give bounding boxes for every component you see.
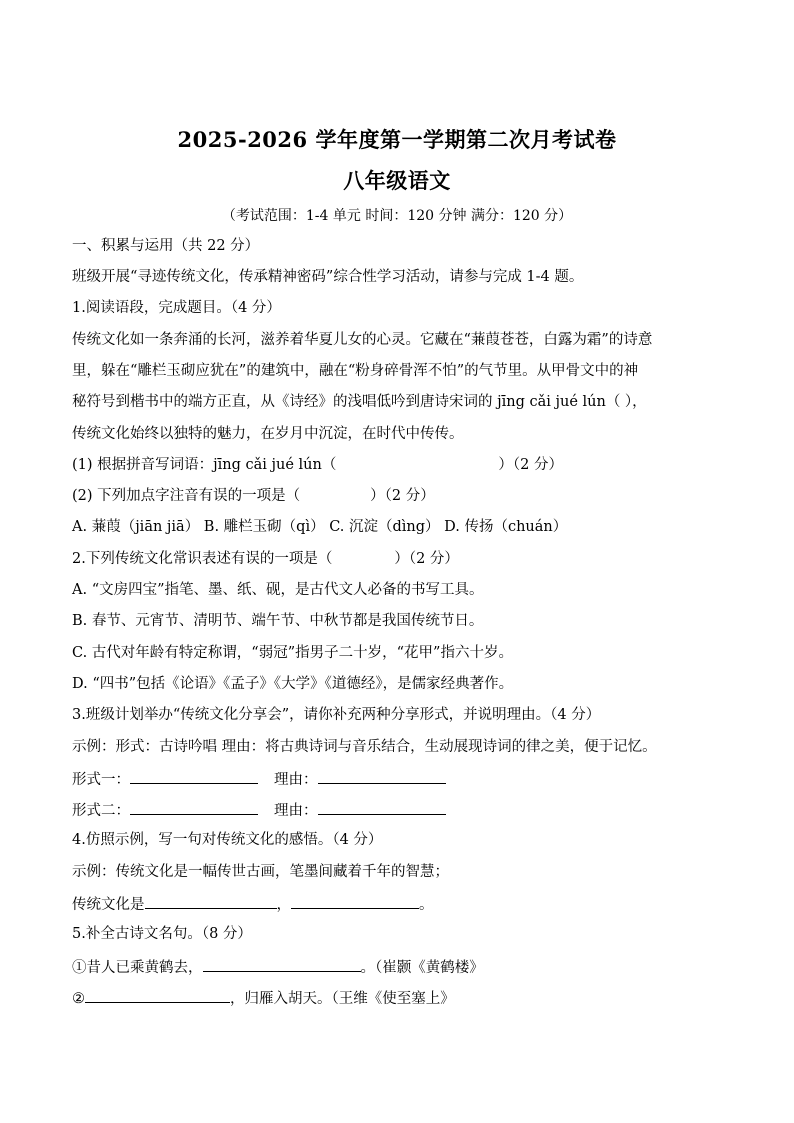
answer-line[interactable]: [318, 768, 446, 784]
question-2-option-a: A. “文房四宝”指笔、墨、纸、砚，是古代文人必备的书写工具。: [72, 582, 484, 598]
answer-line[interactable]: [291, 893, 419, 909]
question-3-example: 示例：形式：古诗吟唱 理由：将古典诗词与音乐结合，生动展现诗词的律之美，便于记忆。: [72, 739, 657, 755]
question-5-line-2: [72, 987, 732, 1009]
answer-line[interactable]: [130, 799, 258, 815]
exam-meta: （考试范围：1-4 单元 时间：120 分钟 满分：120 分）: [221, 208, 573, 224]
q2-prompt: 2.下列传统文化常识表述有误的一项是（: [72, 551, 333, 567]
answer-line[interactable]: [203, 956, 361, 972]
question-3-form-1: [72, 768, 732, 790]
question-2-heading: [72, 549, 732, 569]
verse-suffix: ，归雁入胡天。（王维《使至塞上》: [230, 991, 455, 1007]
passage-line-2: 里，躲在“雕栏玉砌应犹在”的建筑中，融在“粉身碎骨浑不怕”的气节里。从甲骨文中的神: [72, 363, 639, 379]
sub2-prompt: (2) 下列加点字注音有误的一项是（: [72, 488, 301, 504]
question-2-option-b: B. 春节、元宵节、清明节、端午节、中秋节都是我国传统节日。: [72, 613, 484, 629]
passage-line-3: 秘符号到楷书中的端方正直，从《诗经》的浅唱低吟到唐诗宋词的 jīng cǎi jué lún（ ），: [72, 394, 647, 410]
question-4-answer: [72, 893, 732, 915]
passage-line-1: 传统文化如一条奔涌的长河，滋养着华夏儿女的心灵。它藏在“蒹葭苍苍，白露为霜”的诗意: [72, 332, 653, 348]
question-1-heading: 1.阅读语段，完成题目。（4 分）: [72, 300, 281, 316]
question-4-example: 示例：传统文化是一幅传世古画，笔墨间藏着千年的智慧；: [72, 864, 449, 880]
answer-line[interactable]: [145, 893, 277, 909]
form-label: 形式一：: [72, 772, 130, 788]
verse-suffix: 。（崔颢《黄鹤楼》: [360, 960, 484, 976]
answer-line[interactable]: [318, 799, 446, 815]
q2-points: ）（2 分）: [394, 551, 459, 567]
passage-line-4: 传统文化始终以独特的魅力，在岁月中沉淀，在时代中传传。: [72, 426, 464, 442]
question-5-heading: 5.补全古诗文名句。（8 分）: [72, 926, 252, 942]
question-2-option-d: D. “四书”包括《论语》《孟子》《大学》《道德经》，是儒家经典著作。: [72, 676, 514, 692]
answer-comma: ，: [276, 897, 291, 913]
answer-line[interactable]: [85, 987, 230, 1003]
form-label: 形式二：: [72, 803, 130, 819]
reason-label: 理由：: [274, 803, 318, 819]
answer-prefix: 传统文化是: [72, 897, 145, 913]
section-intro: 班级开展“寻迹传统文化，传承精神密码”综合性学习活动，请参与完成 1-4 题。: [72, 269, 584, 285]
question-4-heading: 4.仿照示例，写一句对传统文化的感悟。（4 分）: [72, 832, 383, 848]
question-3-form-2: [72, 799, 732, 821]
question-2-option-c: C. 古代对年龄有特定称谓，“弱冠”指男子二十岁，“花甲”指六十岁。: [72, 645, 513, 661]
section-heading: 一、积累与运用（共 22 分）: [72, 238, 260, 254]
exam-subtitle: 八年级语文: [343, 168, 451, 193]
answer-end: 。: [419, 897, 434, 913]
question-5-line-1: [72, 956, 732, 978]
question-1-sub1: [72, 455, 732, 475]
sub1-points: ）（2 分）: [498, 457, 563, 473]
reason-label: 理由：: [274, 772, 318, 788]
sub2-points: ）（2 分）: [370, 488, 435, 504]
verse-prefix: ①昔人已乘黄鹤去，: [72, 960, 203, 976]
question-1-options: A. 蒹葭（jiān jiā） B. 雕栏玉砌（qì） C. 沉淀（dìng） D. 传扬（chuán）: [72, 519, 568, 535]
verse-prefix: ②: [72, 991, 85, 1007]
question-3-heading: 3.班级计划举办“传统文化分享会”，请你补充两种分享形式，并说明理由。（4 分）: [72, 707, 601, 723]
question-1-sub2: [72, 486, 732, 506]
exam-title: 2025-2026 学年度第一学期第二次月考试卷: [177, 127, 617, 152]
sub1-prompt: (1) 根据拼音写词语：jīng cǎi jué lún（: [72, 457, 337, 473]
answer-line[interactable]: [130, 768, 258, 784]
